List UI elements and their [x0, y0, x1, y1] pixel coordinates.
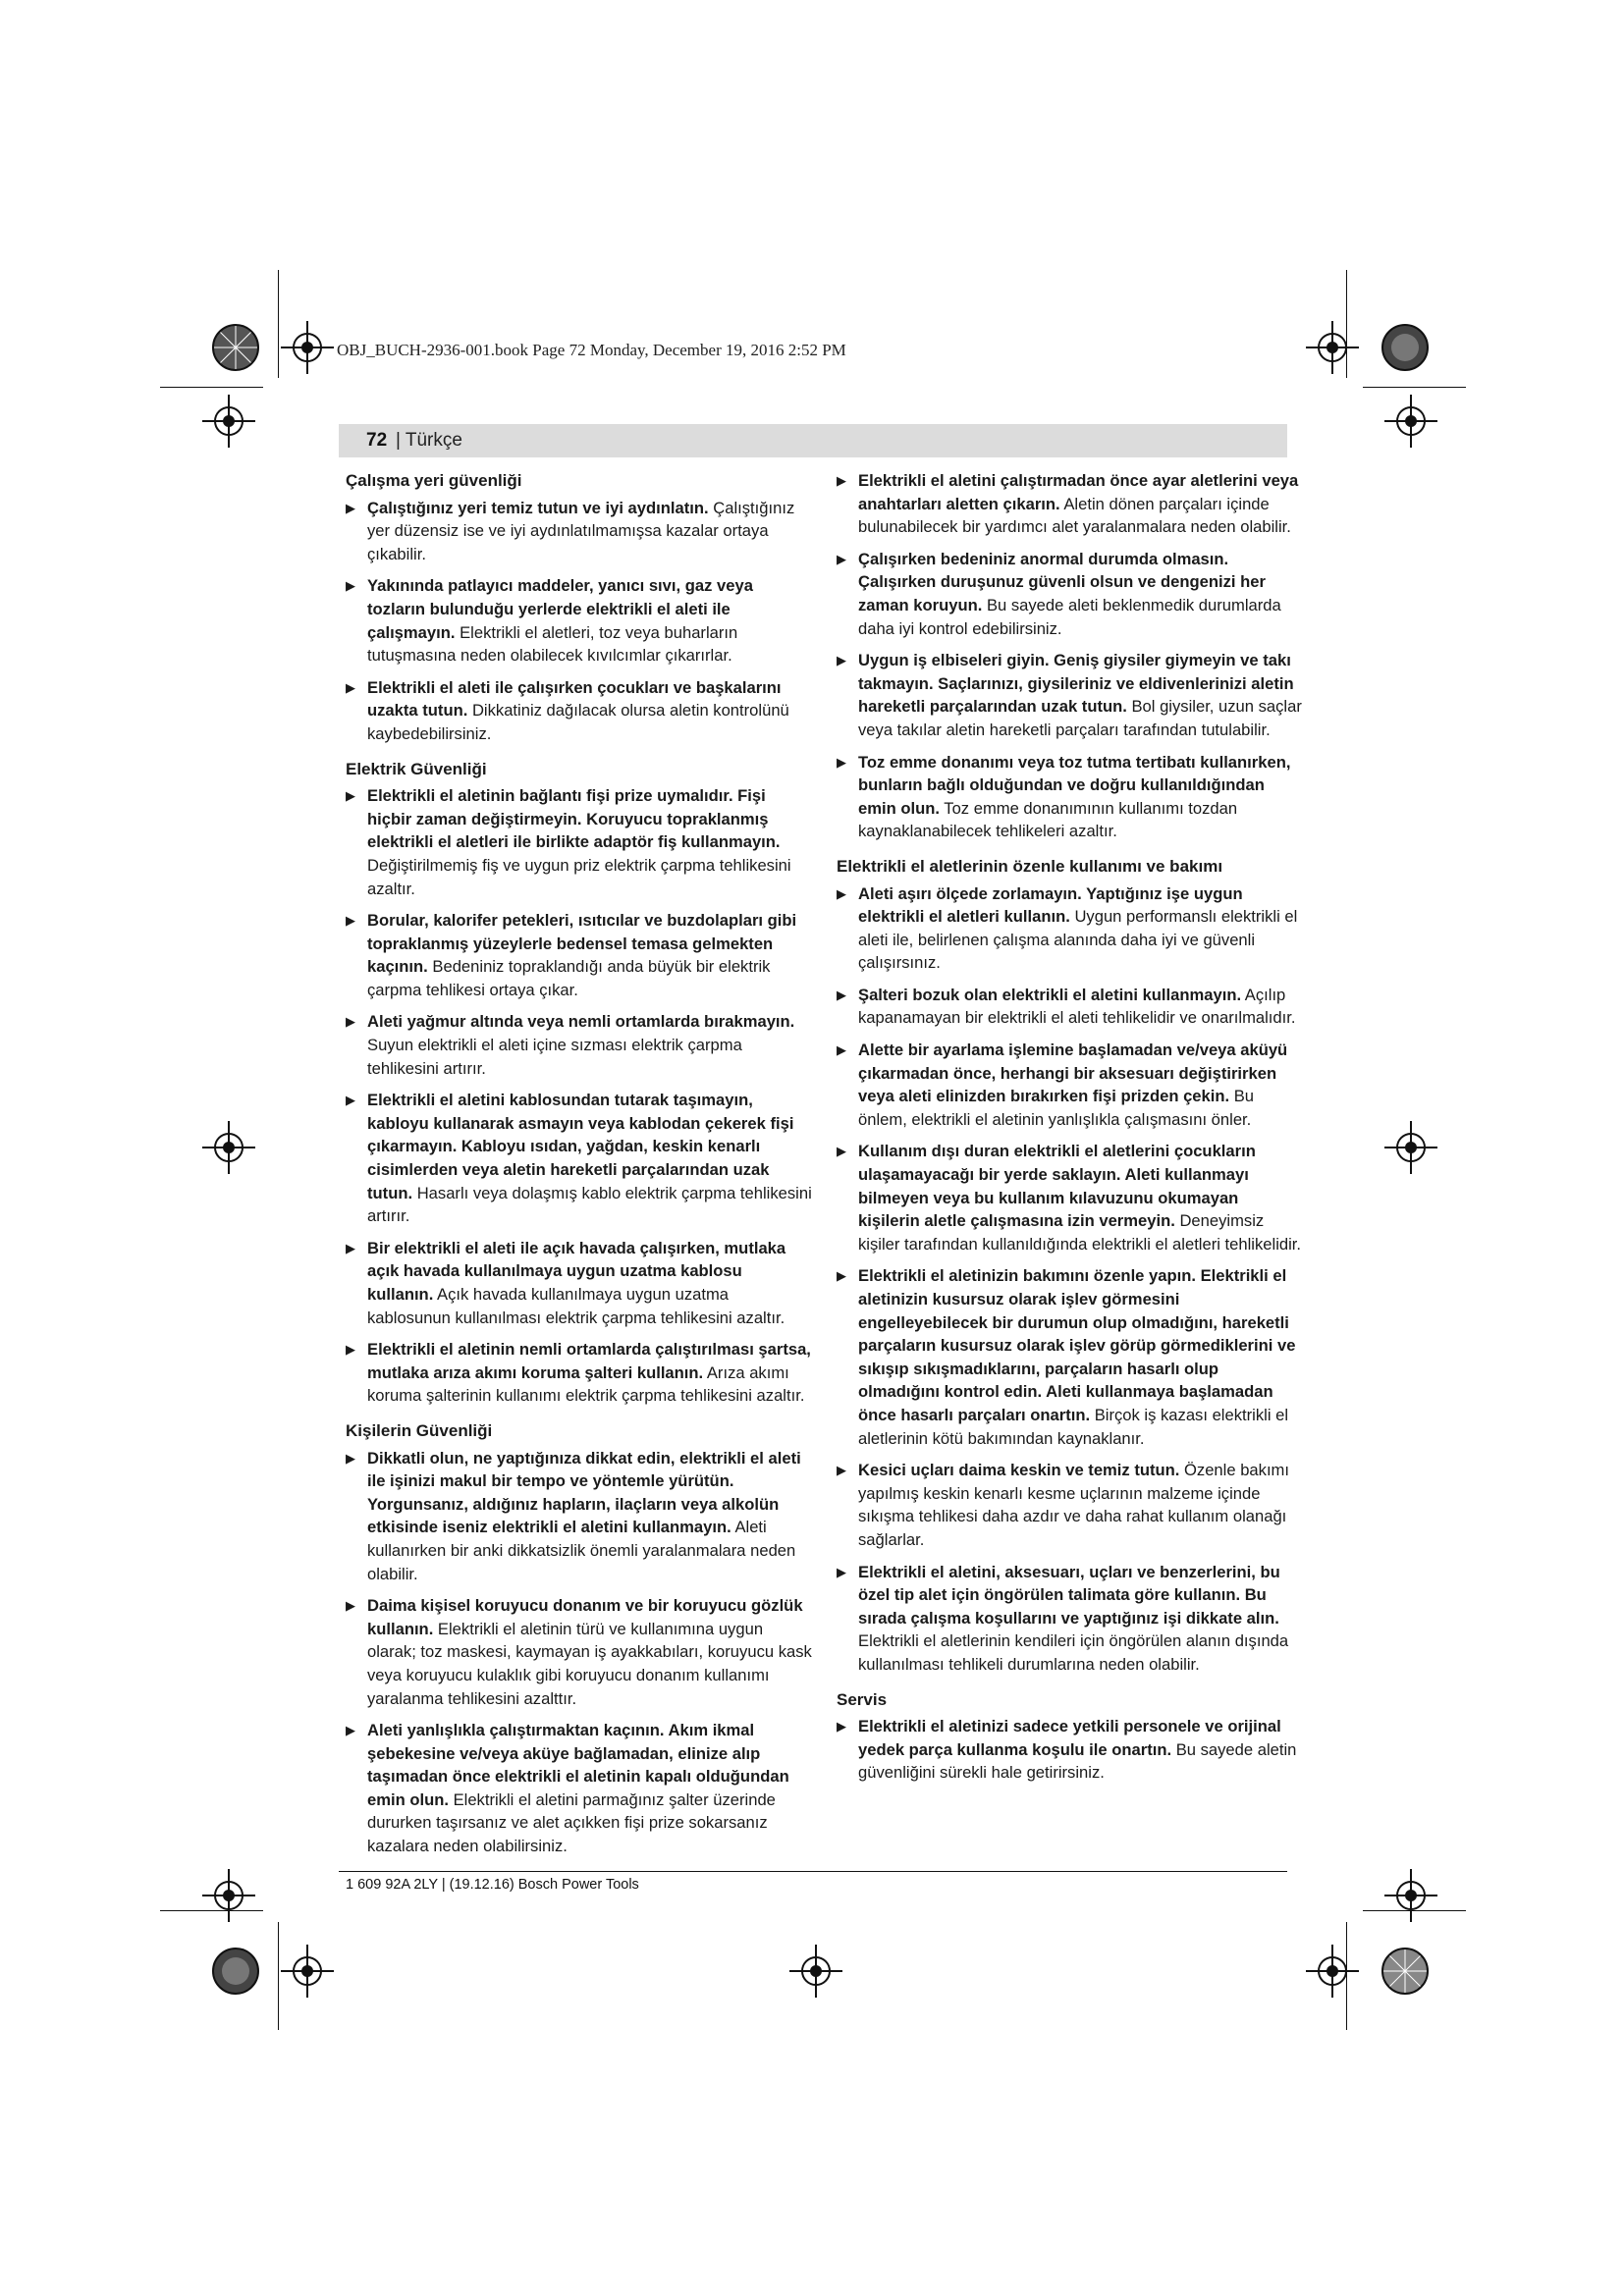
safety-list-item [837, 984, 1303, 1030]
item-emphasis: Elektrikli el aletini çalıştırmadan önce ayar aletlerini veya anahtarları aletten çıkarın. [858, 471, 1299, 513]
section-heading: Elektrikli el aletlerinin özenle kullanımı ve bakımı [837, 856, 1223, 876]
item-text: Özenle bakımı yapılmış keskin kenarlı kesme uçlarının malzeme içinde sıkışma tehlikesi daha azdır ve daha rahat kullanım olanağı sağlarlar. [858, 1461, 1289, 1549]
page-number: 72 [366, 430, 388, 451]
safety-list-item [346, 784, 812, 900]
item-emphasis: Daima kişisel koruyucu donanım ve bir koruyucu gözlük kullanın. [367, 1596, 803, 1638]
item-text: Dikkatiniz dağılacak olursa aletin kontrolünü kaybedebilirsiniz. [367, 701, 789, 743]
bullet-arrow-icon: ▶ [346, 1450, 355, 1466]
safety-list-item [346, 1594, 812, 1710]
item-text: Bu önlem, elektrikli el aletinin yanlışlıkla çalışmasını önler. [858, 1087, 1255, 1129]
item-text: Uygun performanslı elektrikli el aleti ile, belirlenen çalışma alanında daha iyi ve güvenli çalışırsınız. [858, 907, 1298, 973]
bullet-arrow-icon: ▶ [837, 987, 846, 1002]
crosshair-icon [214, 406, 244, 436]
safety-list-item [837, 649, 1303, 741]
item-text: Değiştirilmemiş fiş ve uygun priz elektrik çarpma tehlikesini azaltır. [367, 855, 791, 898]
item-emphasis: Çalışırken bedeniniz anormal durumda olmasın. Çalışırken duruşunuz güvenli olsun ve dengenizi her zaman koruyun. [858, 549, 1266, 614]
section-heading: Elektrik Güvenliği [346, 759, 487, 778]
crosshair-icon [293, 1956, 322, 1986]
right-column [837, 469, 1303, 1793]
crosshair-icon [1396, 1133, 1426, 1162]
bullet-arrow-icon: ▶ [346, 500, 355, 515]
bullet-arrow-icon: ▶ [837, 885, 846, 901]
safety-list-item [837, 1140, 1303, 1255]
bullet-arrow-icon: ▶ [346, 679, 355, 695]
item-text: Elektrikli el aletlerinin kendileri için öngörülen alanın dışında kullanılması tehlikeli durumlarına neden olabilir. [858, 1631, 1289, 1674]
item-text: Bu sayede aletin güvenliğini sürekli hale getirirsiniz. [858, 1739, 1297, 1783]
item-text: Açılıp kapanamayan bir elektrikli el aleti tehlikelidir ve onarılmalıdır. [858, 985, 1296, 1028]
registration-disc-icon [1380, 1947, 1430, 1996]
bullet-arrow-icon: ▶ [346, 788, 355, 804]
item-emphasis: Şalteri bozuk olan elektrikli el aletini kullanmayın. [858, 985, 1242, 1004]
item-emphasis: Alette bir ayarlama işlemine başlamadan ve/veya aküyü çıkarmadan önce, herhangi bir aksesuarı değiştirirken veya aleti elinizden bırakırken fişi prizden çekin. [858, 1041, 1288, 1106]
bullet-arrow-icon: ▶ [837, 1268, 846, 1284]
safety-list-item [837, 548, 1303, 640]
safety-list-item [837, 1459, 1303, 1551]
item-emphasis: Kesici uçları daima keskin ve temiz tutun. [858, 1461, 1180, 1480]
crosshair-icon [214, 1133, 244, 1162]
item-text: Arıza akımı koruma şalterinin kullanımı elektrik çarpma tehlikesini azaltır. [367, 1362, 805, 1406]
safety-list-item [346, 1338, 812, 1408]
item-text: Elektrikli el aletinin türü ve kullanımına uygun olarak; toz maskesi, kaymayan iş ayakkabıları, koruyucu kask veya koruyucu kulaklık gibi koruyucu donanım kullanımı yaralanma tehlikesini azalttır. [367, 1619, 812, 1708]
safety-list-item [346, 1237, 812, 1329]
bullet-arrow-icon: ▶ [346, 1723, 355, 1738]
section-heading: Servis [837, 1689, 888, 1709]
registration-disc-icon [211, 323, 260, 372]
bullet-arrow-icon: ▶ [837, 653, 846, 668]
item-text: Suyun elektrikli el aleti içine sızması elektrik çarpma tehlikesini artırır. [367, 1036, 742, 1078]
item-emphasis: Çalıştığınız yeri temiz tutun ve iyi aydınlatın. [367, 498, 709, 517]
item-emphasis: Aleti yağmur altında veya nemli ortamlarda bırakmayın. [367, 1012, 795, 1032]
safety-list-item [837, 882, 1303, 975]
bullet-arrow-icon: ▶ [837, 1463, 846, 1478]
crosshair-icon [1318, 333, 1347, 362]
bullet-arrow-icon: ▶ [346, 578, 355, 594]
item-text: Toz emme donanımının kullanımı tozdan kaynaklanabilecek tehlikeleri azaltır. [858, 798, 1238, 841]
item-text: Aleti kullanırken bir anki dikkatsizlik önemli yaralanmalara neden olabilir. [367, 1518, 796, 1583]
safety-list-item [346, 1719, 812, 1858]
item-text: Çalıştığınız yer düzensiz ise ve iyi aydınlatılmamışsa kazalar ortaya çıkabilir. [367, 498, 795, 563]
bullet-arrow-icon: ▶ [346, 1342, 355, 1358]
section-heading: Çalışma yeri güvenliği [346, 471, 522, 490]
bullet-arrow-icon: ▶ [837, 1042, 846, 1058]
item-emphasis: Borular, kalorifer petekleri, ısıtıcılar ve buzdolapları gibi topraklanmış yüzeylerle bedensel temasa gelmekten kaçının. [367, 911, 797, 977]
item-text: Birçok iş kazası elektrikli el aletlerinin kötü bakımından kaynaklanır. [858, 1405, 1289, 1448]
footer-rule [339, 1871, 1287, 1872]
crosshair-icon [214, 1881, 244, 1910]
safety-list-item [837, 1561, 1303, 1677]
registration-disc-icon [1380, 323, 1430, 372]
item-text: Elektrikli el aletini parmağınız şalter üzerinde dururken taşırsanız ve alet açıkken fişi prize sokarsanız kazalara neden olabilirsiniz. [367, 1789, 776, 1856]
left-column [346, 469, 812, 1867]
bullet-arrow-icon: ▶ [346, 1014, 355, 1030]
item-text: Deneyimsiz kişiler tarafından kullanıldığında elektrikli el aletleri tehlikelidir. [858, 1211, 1302, 1254]
item-emphasis: Bir elektrikli el aleti ile açık havada çalışırken, mutlaka açık havada kullanılmaya uygun uzatma kablosu kullanın. [367, 1238, 786, 1304]
bullet-arrow-icon: ▶ [346, 1240, 355, 1255]
item-emphasis: Elektrikli el aletinin bağlantı fişi prize uymalıdır. Fişi hiçbir zaman değiştirmeyin. Koruyucu topraklanmış elektrikli el aletleri ile birlikte adaptör fiş kullanmayın. [367, 786, 781, 852]
bullet-arrow-icon: ▶ [837, 1719, 846, 1735]
page-footer: 1 609 92A 2LY | (19.12.16) Bosch Power Tools [346, 1877, 639, 1893]
bullet-arrow-icon: ▶ [837, 551, 846, 566]
language-label: | Türkçe [396, 430, 462, 451]
crosshair-icon [293, 333, 322, 362]
item-emphasis: Yakınında patlayıcı maddeler, yanıcı sıvı, gaz veya tozların bulunduğu yerlerde elektrikli el aleti ile çalışmayın. [367, 576, 753, 642]
page-header-bar [339, 424, 1287, 457]
item-text: Bu sayede aleti beklenmedik durumlarda daha iyi kontrol edebilirsiniz. [858, 595, 1281, 638]
item-emphasis: Elektrikli el aleti ile çalışırken çocukları ve başkalarını uzakta tutun. [367, 677, 782, 721]
registration-disc-icon [211, 1947, 260, 1996]
bullet-arrow-icon: ▶ [837, 1144, 846, 1159]
item-emphasis: Dikkatli olun, ne yaptığınıza dikkat edin, elektrikli el aleti ile işinizi makul bir tempo ve yöntemle yürütün. Yorgunsanız, aldığınız hapların, ilaçların veya alkolün etkisinde iseniz elektrikli el aletini kullanmayın. [367, 1448, 801, 1537]
crosshair-icon [1396, 1881, 1426, 1910]
crosshair-icon [1396, 406, 1426, 436]
safety-list-item [346, 1089, 812, 1228]
safety-list-item [346, 1010, 812, 1080]
print-header: OBJ_BUCH-2936-001.book Page 72 Monday, December 19, 2016 2:52 PM [337, 341, 846, 359]
item-emphasis: Toz emme donanımı veya toz tutma tertibatı kullanırken, bunların bağlı olduğundan ve doğru kullanıldığından emin olun. [858, 752, 1291, 818]
safety-list-item [346, 497, 812, 566]
crosshair-icon [1318, 1956, 1347, 1986]
safety-list-item [346, 1447, 812, 1586]
crosshair-icon [801, 1956, 831, 1986]
item-emphasis: Elektrikli el aletinizi sadece yetkili personele ve orijinal yedek parça kullanma koşulu ile onartın. [858, 1717, 1281, 1759]
item-emphasis: Aleti yanlışlıkla çalıştırmaktan kaçının. Akım ikmal şebekesine ve/veya aküye bağlamadan, elinize alıp taşımadan önce elektrikli el aletinin kapalı olduğundan emin olun. [367, 1721, 789, 1809]
item-text: Hasarlı veya dolaşmış kablo elektrik çarpma tehlikesini artırır. [367, 1183, 812, 1226]
item-text: Aletin dönen parçaları içinde bulunabilecek bir yardımcı alet yaralanmalara neden olabilir. [858, 494, 1291, 537]
item-emphasis: Uygun iş elbiseleri giyin. Geniş giysiler giymeyin ve takı takmayın. Saçlarınızı, giysileriniz ve eldivenlerinizi aletin hareketli parçalarından uzak tutun. [858, 651, 1294, 717]
item-emphasis: Elektrikli el aletini kablosundan tutarak taşımayın, kabloyu kullanarak asmayın veya kablodan çekerek fişi çıkarmayın. Kabloyu ısıdan, yağdan, keskin kenarlı cisimlerden veya aletin hareketli parçalarından uzak tutun. [367, 1091, 794, 1202]
item-emphasis: Elektrikli el aletinizin bakımını özenle yapın. Elektrikli el aletinizin kusursuz olarak işlev görmesini engelleyebilecek bir durumun olup olmadığını, hareketli parçaların kusursuz olarak işlev görüp görmediklerini ve sıkışıp sıkışmadıklarını, parçaların hasarlı olup olmadığını kontrol edin. Aleti kullanmaya başlamadan önce hasarlı parçaları onartın. [858, 1266, 1296, 1424]
safety-list-item [837, 469, 1303, 539]
item-text: Elektrikli el aletleri, toz veya buharların tutuşmasına neden olabilecek kıvılcımlar çıkarırlar. [367, 622, 738, 666]
item-text: Açık havada kullanılmaya uygun uzatma kablosunun kullanılması elektrik çarpma tehlikesini azaltır. [367, 1285, 785, 1327]
item-emphasis: Elektrikli el aletini, aksesuarı, uçları ve benzerlerini, bu özel tip alet için öngörülen talimata göre kullanın. Bu sırada çalışma koşullarını ve yaptığınız işi dikkate alın. [858, 1562, 1280, 1628]
item-emphasis: Kullanım dışı duran elektrikli el aletlerini çocukların ulaşamayacağı bir yerde saklayın. Aleti kullanmayı bilmeyen veya bu kullanım kılavuzunu okumayan kişilerin aletle çalışmasına izin vermeyin. [858, 1142, 1256, 1231]
safety-list-item [837, 1715, 1303, 1785]
item-emphasis: Elektrikli el aletinin nemli ortamlarda çalıştırılması şartsa, mutlaka arıza akımı koruma şalteri kullanın. [367, 1340, 811, 1382]
safety-list-item [346, 574, 812, 667]
bullet-arrow-icon: ▶ [346, 1093, 355, 1108]
bullet-arrow-icon: ▶ [837, 1564, 846, 1579]
safety-list-item [837, 1039, 1303, 1131]
section-heading: Kişilerin Güvenliği [346, 1420, 493, 1440]
bullet-arrow-icon: ▶ [346, 1598, 355, 1614]
item-text: Bol giysiler, uzun saçlar veya takılar aletin hareketli parçaları tarafından tutulabilir. [858, 697, 1302, 739]
item-text: Bedeniniz topraklandığı anda büyük bir elektrik çarpma tehlikesi ortaya çıkar. [367, 957, 771, 999]
safety-list-item [837, 1264, 1303, 1450]
safety-list-item [346, 676, 812, 746]
bullet-arrow-icon: ▶ [837, 473, 846, 488]
safety-list-item [837, 751, 1303, 843]
safety-list-item [346, 909, 812, 1001]
bullet-arrow-icon: ▶ [346, 913, 355, 929]
bullet-arrow-icon: ▶ [837, 754, 846, 770]
item-emphasis: Aleti aşırı ölçede zorlamayın. Yaptığınız işe uygun elektrikli el aletleri kullanın. [858, 883, 1243, 927]
